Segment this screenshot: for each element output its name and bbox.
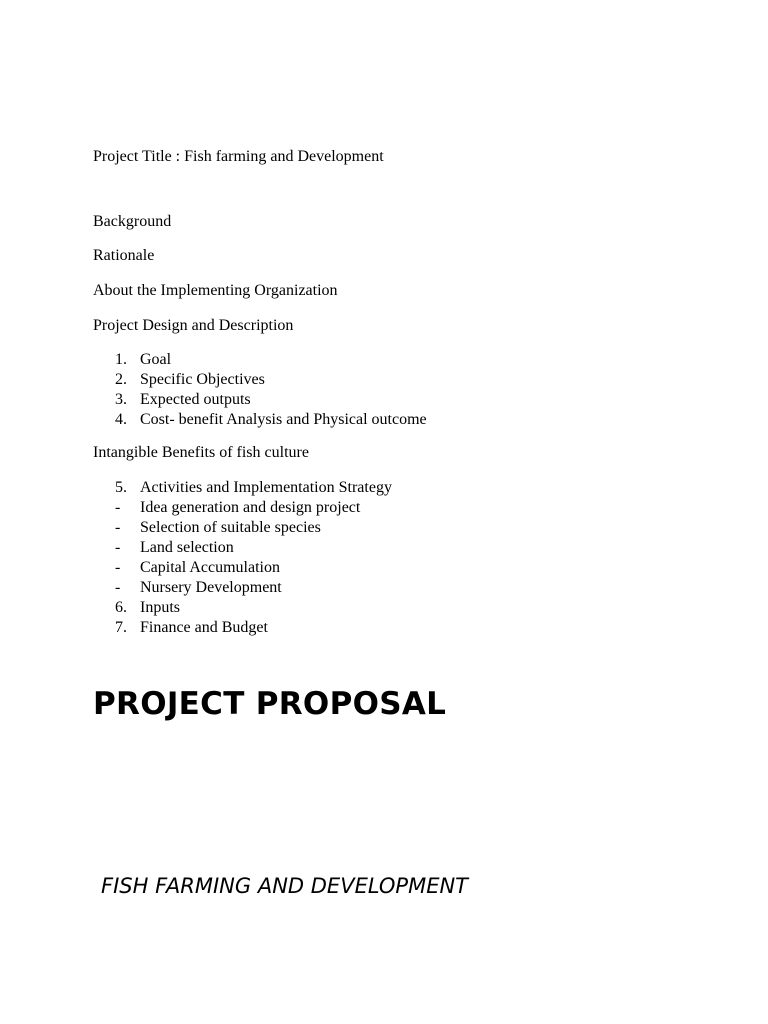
list-item-text: Expected outputs: [140, 391, 251, 408]
list-item-text: Specific Objectives: [140, 371, 265, 388]
list-marker: 6.: [115, 599, 127, 616]
list-item-text: Finance and Budget: [140, 619, 268, 636]
list-marker: 4.: [115, 411, 127, 428]
list-item-text: Cost- benefit Analysis and Physical outcome: [140, 411, 427, 428]
list-item-text: Land selection: [140, 539, 234, 556]
list-item-text: Goal: [140, 351, 172, 368]
list-item-text: Inputs: [140, 599, 180, 616]
list-item-text: Activities and Implementation Strategy: [140, 479, 392, 496]
list-marker: 2.: [115, 371, 127, 388]
list-marker: 7.: [115, 619, 127, 636]
list-marker: -: [115, 559, 121, 576]
list-marker: 1.: [115, 351, 127, 368]
section-project-design: Project Design and Description: [93, 317, 294, 334]
section-about-organization: About the Implementing Organization: [93, 282, 338, 299]
section-intangible-benefits: Intangible Benefits of fish culture: [93, 444, 309, 461]
project-subheading: FISH FARMING AND DEVELOPMENT: [101, 874, 469, 898]
section-background: Background: [93, 213, 172, 230]
list-marker: -: [115, 579, 121, 596]
list-marker: 5.: [115, 479, 127, 496]
list-marker: 3.: [115, 391, 127, 408]
list-item-text: Nursery Development: [140, 579, 282, 596]
list-item-text: Capital Accumulation: [140, 559, 280, 576]
section-rationale: Rationale: [93, 247, 155, 264]
list-marker: -: [115, 539, 121, 556]
list-marker: -: [115, 519, 121, 536]
list-marker: -: [115, 499, 121, 516]
list-item-text: Idea generation and design project: [140, 499, 361, 516]
list-item-text: Selection of suitable species: [140, 519, 321, 536]
project-title-line: Project Title : Fish farming and Development: [93, 148, 384, 165]
project-proposal-heading: PROJECT PROPOSAL: [93, 686, 447, 722]
